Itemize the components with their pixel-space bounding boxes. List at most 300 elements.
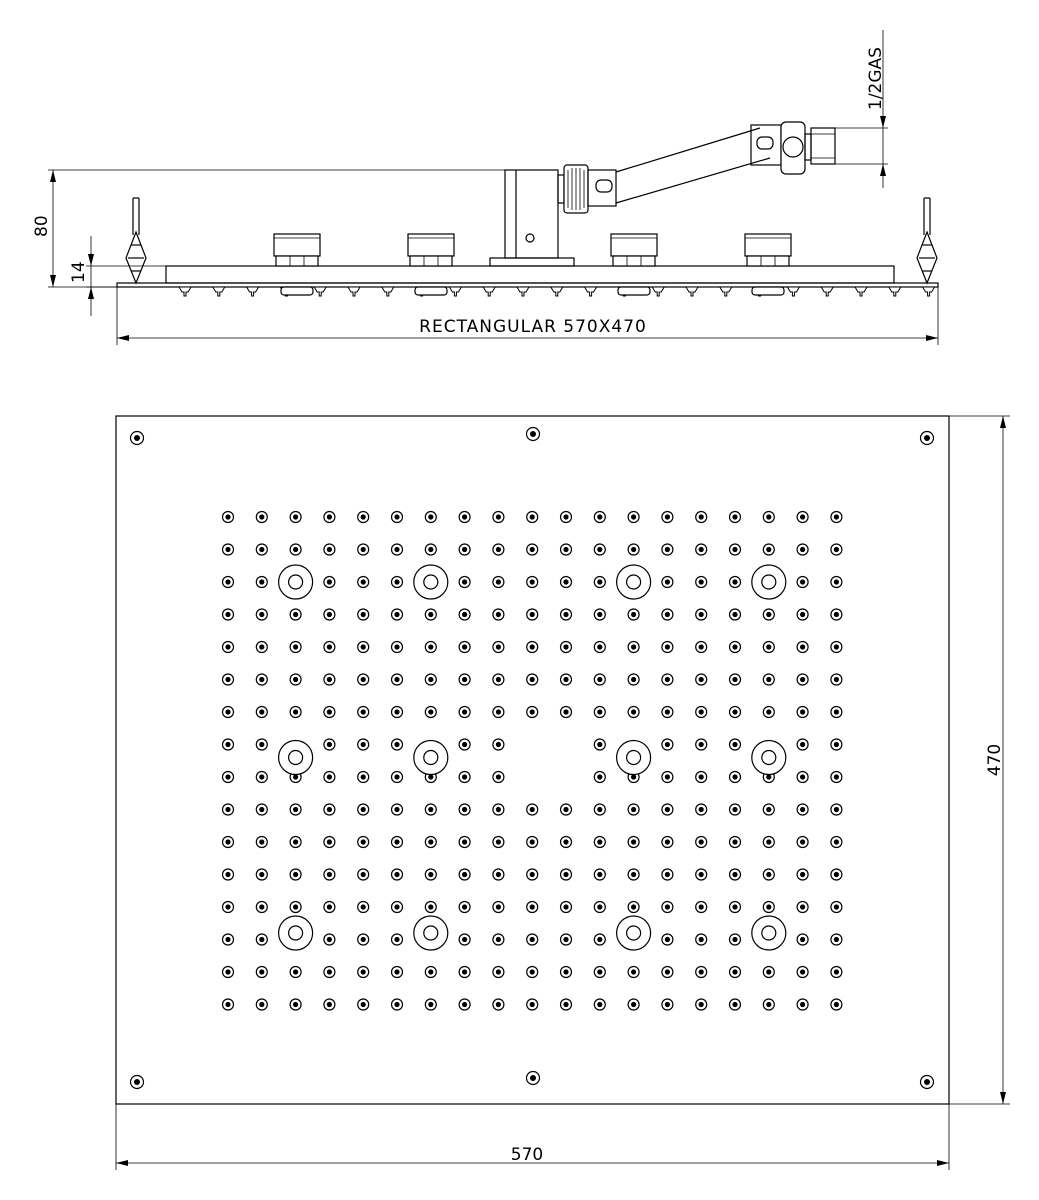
nozzle-center xyxy=(766,969,771,974)
nozzle-center xyxy=(699,579,704,584)
nozzle-center xyxy=(327,969,332,974)
nozzle-center xyxy=(327,742,332,747)
dim-inlet-label: 1/2GAS xyxy=(866,47,886,110)
large-jets xyxy=(279,565,786,950)
nozzle xyxy=(223,674,234,685)
nozzle xyxy=(831,804,842,815)
nozzle-center xyxy=(225,904,230,909)
nozzle xyxy=(459,544,470,555)
nozzle xyxy=(662,577,673,588)
nozzle xyxy=(696,772,707,783)
nozzle xyxy=(662,902,673,913)
nozzle xyxy=(662,707,673,718)
nozzle-center xyxy=(428,839,433,844)
nozzle-center xyxy=(327,774,332,779)
nozzle-center xyxy=(462,807,467,812)
nozzle-center xyxy=(665,1002,670,1007)
left-spike xyxy=(126,198,146,283)
nozzle-center xyxy=(496,872,501,877)
nozzle-center xyxy=(563,579,568,584)
nozzle xyxy=(561,674,572,685)
nozzle xyxy=(223,772,234,783)
nozzle-center xyxy=(732,612,737,617)
nozzle-center xyxy=(530,644,535,649)
nozzle xyxy=(290,999,301,1010)
nozzle-center xyxy=(293,709,298,714)
nozzle-center xyxy=(699,742,704,747)
nozzle xyxy=(662,967,673,978)
nozzle xyxy=(493,577,504,588)
nozzle xyxy=(392,772,403,783)
nozzle-center xyxy=(225,872,230,877)
nozzle xyxy=(256,934,267,945)
nozzle xyxy=(358,544,369,555)
nozzle-center xyxy=(766,807,771,812)
nozzle xyxy=(831,772,842,783)
side-cylinder xyxy=(611,234,657,295)
nozzle xyxy=(459,999,470,1010)
nozzle-center xyxy=(530,677,535,682)
nozzle-center xyxy=(834,839,839,844)
nozzle xyxy=(594,739,605,750)
nozzle xyxy=(392,544,403,555)
nozzle-center xyxy=(699,709,704,714)
nozzle-center xyxy=(732,774,737,779)
nozzle-center xyxy=(394,937,399,942)
side-caption: RECTANGULAR 570X470 xyxy=(419,317,647,337)
nozzle xyxy=(730,577,741,588)
nozzle-center xyxy=(563,547,568,552)
nozzle-center xyxy=(800,547,805,552)
nozzle xyxy=(324,837,335,848)
nozzle xyxy=(223,609,234,620)
cylinder-body xyxy=(274,234,320,256)
nozzle xyxy=(561,804,572,815)
nozzle xyxy=(797,739,808,750)
nozzle xyxy=(358,837,369,848)
nozzle xyxy=(290,674,301,685)
nozzle xyxy=(493,512,504,523)
nozzle-center xyxy=(530,612,535,617)
nozzle-center xyxy=(496,644,501,649)
side-nozzle-shape xyxy=(889,287,901,296)
cylinder-cap xyxy=(281,287,313,295)
nozzle xyxy=(594,869,605,880)
nozzle-center xyxy=(732,1002,737,1007)
nozzle-center xyxy=(766,872,771,877)
top-view xyxy=(116,416,1010,1170)
screw-center xyxy=(530,1075,536,1081)
nozzle-center xyxy=(530,547,535,552)
nozzle xyxy=(290,902,301,913)
nozzle xyxy=(628,544,639,555)
nozzle xyxy=(696,642,707,653)
cylinder-nut xyxy=(747,256,789,266)
nozzle-center xyxy=(225,709,230,714)
nozzle-center xyxy=(766,839,771,844)
nozzle-center xyxy=(631,839,636,844)
nozzle xyxy=(358,999,369,1010)
nozzle xyxy=(358,707,369,718)
nozzle xyxy=(730,544,741,555)
nozzle-center xyxy=(631,644,636,649)
nozzle xyxy=(324,967,335,978)
nozzle-center xyxy=(225,644,230,649)
side-nozzle-shape xyxy=(787,287,799,296)
nozzle-center xyxy=(665,579,670,584)
nozzle xyxy=(561,512,572,523)
nozzle-center xyxy=(732,807,737,812)
nozzle-center xyxy=(665,709,670,714)
nozzle xyxy=(730,869,741,880)
nozzle xyxy=(459,577,470,588)
large-jet xyxy=(414,916,448,950)
nozzle-center xyxy=(462,774,467,779)
nozzle-center xyxy=(496,807,501,812)
nozzle xyxy=(493,642,504,653)
nozzle xyxy=(425,967,436,978)
nozzle xyxy=(290,804,301,815)
nozzle xyxy=(662,869,673,880)
nozzle xyxy=(527,902,538,913)
nozzle-center xyxy=(327,872,332,877)
nozzle xyxy=(797,967,808,978)
side-nozzle xyxy=(787,287,799,296)
nozzle-center xyxy=(394,742,399,747)
nozzle-center xyxy=(361,579,366,584)
nozzle-center xyxy=(225,969,230,974)
nozzle xyxy=(561,642,572,653)
nozzle xyxy=(730,934,741,945)
nozzle-center xyxy=(496,774,501,779)
nozzle-center xyxy=(631,904,636,909)
dim-inlet xyxy=(835,30,888,188)
nozzle-center xyxy=(293,774,298,779)
nozzle-center xyxy=(563,937,568,942)
nozzle xyxy=(594,544,605,555)
nozzle xyxy=(459,609,470,620)
nozzle-center xyxy=(766,904,771,909)
side-cylinder xyxy=(745,234,791,295)
nozzle-center xyxy=(800,579,805,584)
nozzle-center xyxy=(530,839,535,844)
nozzle-center xyxy=(665,742,670,747)
nozzle xyxy=(594,609,605,620)
nozzle xyxy=(223,804,234,815)
nozzle xyxy=(527,642,538,653)
nozzle-center xyxy=(394,839,399,844)
nozzle-center xyxy=(665,677,670,682)
nozzle-center xyxy=(631,709,636,714)
nozzle xyxy=(662,739,673,750)
nozzle xyxy=(527,837,538,848)
nozzle xyxy=(594,577,605,588)
nozzle-center xyxy=(699,612,704,617)
nozzle-center xyxy=(293,1002,298,1007)
large-jet xyxy=(752,916,786,950)
nozzle xyxy=(527,577,538,588)
nozzle xyxy=(730,642,741,653)
nozzle xyxy=(561,837,572,848)
nozzle xyxy=(459,902,470,913)
nozzle xyxy=(662,512,673,523)
nozzle-center xyxy=(327,807,332,812)
large-jet-ring xyxy=(414,741,448,775)
dim-height xyxy=(949,416,1010,1104)
nozzle-center xyxy=(394,872,399,877)
nozzle xyxy=(628,609,639,620)
nozzle xyxy=(493,837,504,848)
nozzle xyxy=(797,999,808,1010)
nozzle-center xyxy=(259,839,264,844)
nozzle xyxy=(594,902,605,913)
screw xyxy=(527,1072,540,1085)
nozzle-center xyxy=(800,644,805,649)
nozzle xyxy=(392,674,403,685)
nozzle xyxy=(561,609,572,620)
side-nozzle-shape xyxy=(585,287,597,296)
nozzle xyxy=(831,512,842,523)
nozzle xyxy=(493,869,504,880)
side-nozzle xyxy=(314,287,326,296)
nozzle-center xyxy=(631,612,636,617)
nozzle-center xyxy=(834,644,839,649)
nozzle xyxy=(730,902,741,913)
nozzle-center xyxy=(327,644,332,649)
nozzle xyxy=(223,967,234,978)
nozzle-center xyxy=(259,514,264,519)
nozzle-center xyxy=(327,839,332,844)
nozzle xyxy=(797,544,808,555)
dim-height-label: 470 xyxy=(985,743,1005,777)
nozzle-center xyxy=(428,1002,433,1007)
screw-center xyxy=(134,435,140,441)
nozzle-center xyxy=(699,677,704,682)
nozzle-center xyxy=(327,709,332,714)
nozzle xyxy=(223,544,234,555)
nozzle xyxy=(256,544,267,555)
nozzle-center xyxy=(699,839,704,844)
nozzle-center xyxy=(428,872,433,877)
nozzle-center xyxy=(699,969,704,974)
large-jet xyxy=(617,916,651,950)
nozzle-center xyxy=(699,937,704,942)
cylinder-nut xyxy=(410,256,452,266)
nozzle xyxy=(324,869,335,880)
nozzle-center xyxy=(496,904,501,909)
nozzle-center xyxy=(631,872,636,877)
nozzle-center xyxy=(462,579,467,584)
nozzle-center xyxy=(496,839,501,844)
nozzle xyxy=(797,869,808,880)
nozzle xyxy=(763,837,774,848)
nozzle xyxy=(324,739,335,750)
nozzle-center xyxy=(428,969,433,974)
nozzle xyxy=(459,804,470,815)
nozzle xyxy=(763,642,774,653)
nozzle xyxy=(290,967,301,978)
side-nozzle xyxy=(923,287,935,296)
nozzle xyxy=(730,674,741,685)
nozzle-center xyxy=(800,709,805,714)
nozzle xyxy=(831,642,842,653)
side-nozzle xyxy=(179,287,191,296)
large-jet-ring xyxy=(752,741,786,775)
nozzle xyxy=(459,934,470,945)
nozzle-center xyxy=(496,612,501,617)
nozzle xyxy=(628,967,639,978)
dim-height-total-label: 80 xyxy=(32,215,52,237)
nozzle xyxy=(628,707,639,718)
side-nozzle xyxy=(889,287,901,296)
side-nozzle-shape xyxy=(517,287,529,296)
nozzle xyxy=(594,674,605,685)
nozzle xyxy=(696,967,707,978)
nozzle-center xyxy=(800,774,805,779)
nozzle xyxy=(696,837,707,848)
nozzle xyxy=(459,772,470,783)
nozzle xyxy=(831,869,842,880)
side-nozzle xyxy=(686,287,698,296)
nozzle-center xyxy=(631,969,636,974)
nozzle xyxy=(831,967,842,978)
nozzle-center xyxy=(394,969,399,974)
nozzle-center xyxy=(293,644,298,649)
nozzle xyxy=(561,902,572,913)
dim-width-label: 570 xyxy=(510,1145,544,1165)
nozzle xyxy=(527,512,538,523)
screw xyxy=(921,432,934,445)
nozzle xyxy=(831,577,842,588)
nozzle xyxy=(662,642,673,653)
nozzle-center xyxy=(766,644,771,649)
nozzle-center xyxy=(394,1002,399,1007)
nozzle xyxy=(493,902,504,913)
nozzle xyxy=(594,512,605,523)
nozzle xyxy=(730,707,741,718)
nozzle xyxy=(594,707,605,718)
nozzle-center xyxy=(496,937,501,942)
nozzle xyxy=(696,609,707,620)
large-jet xyxy=(279,565,313,599)
nozzle xyxy=(358,804,369,815)
side-nozzle-shape xyxy=(179,287,191,296)
nozzle-center xyxy=(428,547,433,552)
screw xyxy=(921,1076,934,1089)
nozzle-center xyxy=(732,969,737,974)
nozzle-center xyxy=(631,514,636,519)
side-nozzle-shape xyxy=(247,287,259,296)
nozzle xyxy=(730,512,741,523)
nozzle xyxy=(392,739,403,750)
nozzle xyxy=(493,674,504,685)
side-nozzle-shape xyxy=(348,287,360,296)
nozzle-center xyxy=(699,547,704,552)
nozzle xyxy=(831,837,842,848)
nozzle-center xyxy=(732,514,737,519)
nozzle xyxy=(696,674,707,685)
nozzle-center xyxy=(800,904,805,909)
nozzle xyxy=(256,512,267,523)
nozzle-center xyxy=(834,969,839,974)
side-cylinder xyxy=(274,234,320,295)
nozzle-center xyxy=(597,547,602,552)
nozzle xyxy=(459,674,470,685)
nozzle xyxy=(324,707,335,718)
nozzle xyxy=(358,512,369,523)
nozzle-center xyxy=(766,677,771,682)
nozzle-center xyxy=(597,612,602,617)
nozzle-center xyxy=(225,774,230,779)
side-nozzle xyxy=(483,287,495,296)
nozzle-center xyxy=(597,514,602,519)
nozzle xyxy=(730,609,741,620)
side-body xyxy=(166,266,894,283)
side-nozzle xyxy=(652,287,664,296)
nozzle xyxy=(392,934,403,945)
nozzle xyxy=(662,999,673,1010)
nozzle xyxy=(831,609,842,620)
nozzle xyxy=(459,869,470,880)
side-base-plate xyxy=(117,283,938,287)
side-nozzle-shape xyxy=(314,287,326,296)
nozzle xyxy=(324,642,335,653)
nozzle-center xyxy=(732,709,737,714)
nozzle-center xyxy=(327,612,332,617)
nozzle xyxy=(730,772,741,783)
nozzle-center xyxy=(665,774,670,779)
nozzle xyxy=(223,869,234,880)
nozzle-center xyxy=(259,969,264,974)
nozzle xyxy=(256,902,267,913)
nozzle xyxy=(493,999,504,1010)
nozzle xyxy=(662,772,673,783)
nozzle-center xyxy=(394,644,399,649)
nozzle-center xyxy=(394,514,399,519)
side-nozzle xyxy=(821,287,833,296)
nozzle xyxy=(256,609,267,620)
nozzle-center xyxy=(462,742,467,747)
nozzle xyxy=(425,999,436,1010)
nozzle-center xyxy=(361,644,366,649)
nozzle xyxy=(831,739,842,750)
cylinder-cap xyxy=(618,287,650,295)
nozzle-center xyxy=(665,969,670,974)
nozzle-center xyxy=(259,807,264,812)
nozzle-center xyxy=(800,677,805,682)
nozzle-center xyxy=(327,904,332,909)
nozzle xyxy=(392,837,403,848)
nozzle-center xyxy=(699,807,704,812)
nozzle xyxy=(696,869,707,880)
nozzle xyxy=(324,512,335,523)
nozzle xyxy=(425,902,436,913)
screw-center xyxy=(530,431,536,437)
nozzle xyxy=(358,772,369,783)
nozzle xyxy=(256,967,267,978)
nozzle xyxy=(561,707,572,718)
nozzle-center xyxy=(361,709,366,714)
nozzle-center xyxy=(293,872,298,877)
nozzle-center xyxy=(259,1002,264,1007)
nozzle xyxy=(763,999,774,1010)
nozzle-center xyxy=(394,547,399,552)
nozzle xyxy=(527,967,538,978)
nozzle-center xyxy=(225,612,230,617)
nozzle-center xyxy=(327,1002,332,1007)
nozzle-center xyxy=(834,579,839,584)
nozzle-center xyxy=(834,547,839,552)
